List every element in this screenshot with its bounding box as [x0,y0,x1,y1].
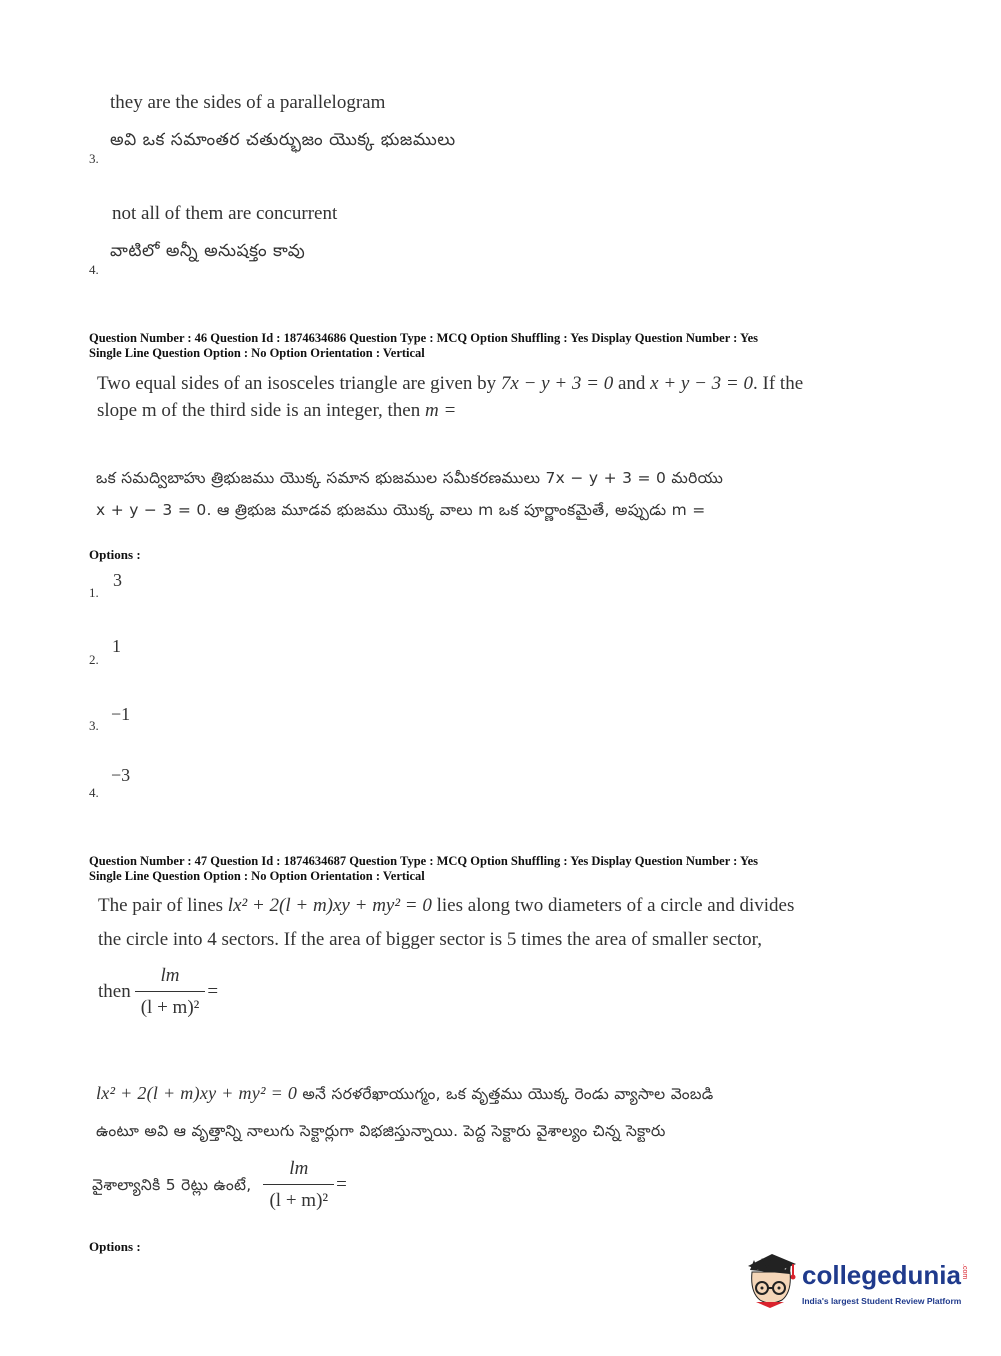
logo-name: collegedunia [802,1260,961,1290]
prev-option-3-number: 3. [89,151,99,166]
q46-meta [89,331,949,361]
q47-telugu-frac-denominator: (l + m)² [263,1184,334,1214]
mascot-icon [742,1252,800,1310]
prev-option-4-english: not all of them are concurrent [112,203,338,224]
q46-option-3-number: 3. [89,718,99,733]
q46-eq1: 7x − y + 3 = 0 [500,373,614,394]
q47-frac-denominator: (l + m)² [135,991,206,1021]
prev-option-4-telugu: వాటిలో అన్నీ అనుషక్తం కావు [110,241,306,261]
q46-option-1-value: 3 [113,570,122,590]
q46-m-eq: m = [424,400,457,421]
q47-question-english [98,889,898,957]
logo-tagline: India's largest Student Review Platform [802,1296,962,1306]
q47-telugu-fraction [263,1155,334,1214]
q47-telugu-line1: అనే సరళరేఖాయుగ్మం, ఒక వృత్తము యొక్క రెండు వ్యాసాల వెంబడి [297,1085,714,1103]
q47-equation: lx² + 2(l + m)xy + my² = 0 [227,895,432,916]
q47-meta [89,854,949,884]
q46-option-2-number: 2. [89,652,99,667]
q47-fraction-row [98,962,218,1021]
q47-telugu-line3-row [92,1155,347,1214]
prev-option-3-telugu: అవి ఒక సమాంతర చతుర్భుజం యొక్క భుజములు [110,130,456,150]
q47-meta-line1: Question Number : 47 Question Id : 1874634687 Question Type : MCQ Option Shuffling : Yes Display Question Number : Yes [89,854,759,868]
q46-meta-line2: Single Line Question Option : No Option Orientation : Vertical [89,346,425,360]
q47-meta-line2: Single Line Question Option : No Option Orientation : Vertical [89,869,425,883]
q46-text-part2: . If the [753,373,804,394]
prev-option-4-number: 4. [89,262,99,277]
logo-suffix: .com [961,1264,968,1280]
prev-option-3-english: they are the sides of a parallelogram [110,92,386,113]
q47-then: then [98,981,131,1002]
q47-options-label: Options : [89,1239,141,1254]
q47-telugu-line2: ఉంటూ అవి ఆ వృత్తాన్ని నాలుగు సెక్టార్లుగా విభజిస్తున్నాయి. పెద్ద సెక్టారు వైశాల్యం చిన్న సెక్టారు [96,1122,666,1140]
q46-option-4-value: −3 [111,765,131,785]
q47-frac-equals: = [207,981,219,1002]
q46-text-and: and [613,373,651,394]
q46-telugu-line1: ఒక సమద్విబాహు త్రిభుజము యొక్క సమాన భుజముల సమీకరణములు 7x − y + 3 = 0 మరియు [96,469,724,487]
q47-telugu-frac-numerator: lm [289,1158,309,1179]
q46-option-2-value: 1 [112,636,121,656]
q47-frac-numerator: lm [160,965,180,986]
q47-telugu-frac-equals: = [336,1174,347,1195]
q46-option-1-number: 1. [89,585,99,600]
q47-telugu-line3: వైశాల్యానికి 5 రెట్లు ఉంటే, [92,1175,252,1194]
q46-option-3-value: −1 [111,704,131,724]
q47-question-telugu [96,1075,926,1150]
q47-text-line1-a: The pair of lines [98,895,228,916]
q46-eq2: x + y − 3 = 0 [650,373,754,394]
q47-fraction [135,962,206,1021]
q46-telugu-line2: x + y − 3 = 0. ఆ త్రిభుజ మూడవ భుజము యొక్క వాలు m ఒక పూర్ణాంకమైతే, అప్పుడు m = [96,501,706,519]
q47-text-line1-b: lies along two diameters of a circle and divides [431,895,795,916]
q46-question-english [97,370,897,424]
q46-option-4-number: 4. [89,785,99,800]
q46-meta-line1: Question Number : 46 Question Id : 1874634686 Question Type : MCQ Option Shuffling : Yes Display Question Number : Yes [89,331,759,345]
q46-text-part1: Two equal sides of an isosceles triangle are given by [97,373,501,394]
q47-text-line2: the circle into 4 sectors. If the area of bigger sector is 5 times the area of smaller sector, [98,929,762,950]
q46-question-telugu [96,462,916,526]
q46-text-line2: slope m of the third side is an integer, then [97,400,425,421]
q47-telugu-equation: lx² + 2(l + m)xy + my² = 0 [96,1083,298,1103]
q46-options-label: Options : [89,547,141,562]
collegedunia-logo [742,1252,972,1312]
